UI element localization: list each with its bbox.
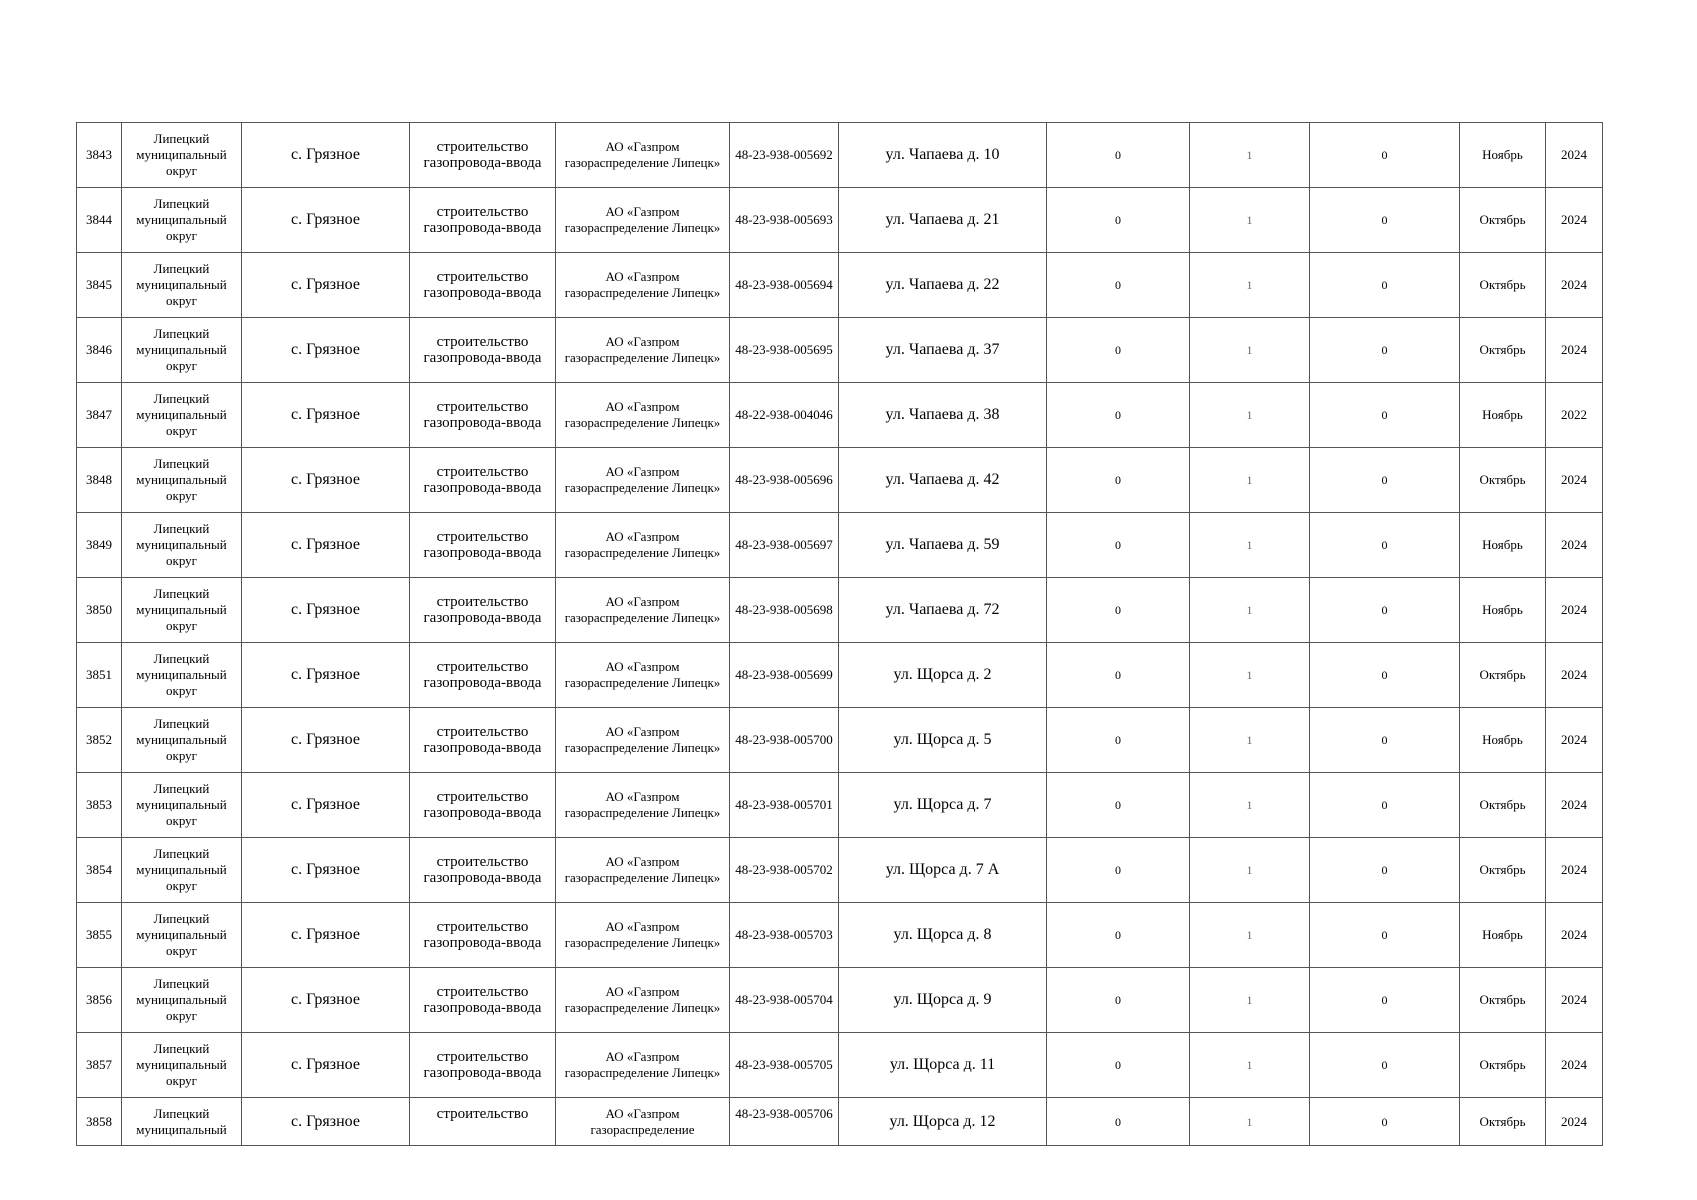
year-cell: 2024 — [1546, 773, 1603, 838]
district-cell: Липецкий муниципальный округ — [122, 708, 242, 773]
district-cell: Липецкий муниципальный округ — [122, 383, 242, 448]
value-1-cell: 0 — [1047, 448, 1190, 513]
value-2-cell: 1 — [1190, 708, 1310, 773]
month-cell: Ноябрь — [1460, 903, 1546, 968]
address-cell: ул. Щорса д. 11 — [839, 1033, 1047, 1098]
value-3-cell: 0 — [1310, 513, 1460, 578]
row-number: 3856 — [77, 968, 122, 1033]
work-type-cell: строительство газопровода-ввода — [410, 448, 556, 513]
object-code-cell: 48-22-938-004046 — [730, 383, 839, 448]
company-cell: АО «Газпром газораспределение Липецк» — [556, 643, 730, 708]
value-2-cell: 1 — [1190, 513, 1310, 578]
locality-cell: с. Грязное — [242, 773, 410, 838]
row-number: 3852 — [77, 708, 122, 773]
locality-cell: с. Грязное — [242, 513, 410, 578]
work-type-cell: строительство газопровода-ввода — [410, 773, 556, 838]
year-cell: 2024 — [1546, 253, 1603, 318]
value-1-cell: 0 — [1047, 903, 1190, 968]
object-code-cell: 48-23-938-005704 — [730, 968, 839, 1033]
table-row — [77, 1033, 1603, 1098]
district-cell: Липецкий муниципальный округ — [122, 123, 242, 188]
locality-cell: с. Грязное — [242, 448, 410, 513]
value-2-cell: 1 — [1190, 968, 1310, 1033]
value-1-cell: 0 — [1047, 513, 1190, 578]
address-cell: ул. Чапаева д. 10 — [839, 123, 1047, 188]
data-table — [76, 122, 1603, 1146]
work-type-cell: строительство газопровода-ввода — [410, 513, 556, 578]
district-cell: Липецкий муниципальный округ — [122, 838, 242, 903]
locality-cell: с. Грязное — [242, 123, 410, 188]
address-cell: ул. Чапаева д. 42 — [839, 448, 1047, 513]
work-type-cell: строительство — [410, 1098, 556, 1146]
company-cell: АО «Газпром газораспределение Липецк» — [556, 968, 730, 1033]
row-number: 3853 — [77, 773, 122, 838]
locality-cell: с. Грязное — [242, 643, 410, 708]
year-cell: 2024 — [1546, 578, 1603, 643]
object-code-cell: 48-23-938-005702 — [730, 838, 839, 903]
month-cell: Октябрь — [1460, 188, 1546, 253]
table-row — [77, 188, 1603, 253]
month-cell: Ноябрь — [1460, 578, 1546, 643]
table-row — [77, 578, 1603, 643]
month-cell: Октябрь — [1460, 1033, 1546, 1098]
company-cell: АО «Газпром газораспределение — [556, 1098, 730, 1146]
row-number: 3854 — [77, 838, 122, 903]
value-3-cell: 0 — [1310, 188, 1460, 253]
value-2-cell: 1 — [1190, 773, 1310, 838]
value-3-cell: 0 — [1310, 708, 1460, 773]
company-cell: АО «Газпром газораспределение Липецк» — [556, 448, 730, 513]
district-cell: Липецкий муниципальный округ — [122, 578, 242, 643]
row-number: 3855 — [77, 903, 122, 968]
row-number: 3848 — [77, 448, 122, 513]
year-cell: 2024 — [1546, 1033, 1603, 1098]
row-number: 3843 — [77, 123, 122, 188]
object-code-cell: 48-23-938-005699 — [730, 643, 839, 708]
company-cell: АО «Газпром газораспределение Липецк» — [556, 838, 730, 903]
value-1-cell: 0 — [1047, 318, 1190, 383]
table-row — [77, 903, 1603, 968]
object-code-cell: 48-23-938-005698 — [730, 578, 839, 643]
value-3-cell: 0 — [1310, 1098, 1460, 1146]
row-number: 3845 — [77, 253, 122, 318]
company-cell: АО «Газпром газораспределение Липецк» — [556, 383, 730, 448]
district-cell: Липецкий муниципальный округ — [122, 773, 242, 838]
year-cell: 2024 — [1546, 903, 1603, 968]
address-cell: ул. Чапаева д. 72 — [839, 578, 1047, 643]
value-3-cell: 0 — [1310, 448, 1460, 513]
value-2-cell: 1 — [1190, 903, 1310, 968]
address-cell: ул. Чапаева д. 21 — [839, 188, 1047, 253]
table-row — [77, 513, 1603, 578]
value-1-cell: 0 — [1047, 838, 1190, 903]
locality-cell: с. Грязное — [242, 253, 410, 318]
address-cell: ул. Чапаева д. 38 — [839, 383, 1047, 448]
address-cell: ул. Щорса д. 12 — [839, 1098, 1047, 1146]
object-code-cell: 48-23-938-005706 — [730, 1098, 839, 1146]
district-cell: Липецкий муниципальный округ — [122, 318, 242, 383]
value-2-cell: 1 — [1190, 383, 1310, 448]
row-number: 3849 — [77, 513, 122, 578]
value-1-cell: 0 — [1047, 578, 1190, 643]
object-code-cell: 48-23-938-005705 — [730, 1033, 839, 1098]
district-cell: Липецкий муниципальный — [122, 1098, 242, 1146]
value-2-cell: 1 — [1190, 448, 1310, 513]
year-cell: 2024 — [1546, 188, 1603, 253]
company-cell: АО «Газпром газораспределение Липецк» — [556, 188, 730, 253]
table-row — [77, 643, 1603, 708]
value-1-cell: 0 — [1047, 1033, 1190, 1098]
company-cell: АО «Газпром газораспределение Липецк» — [556, 708, 730, 773]
month-cell: Октябрь — [1460, 773, 1546, 838]
locality-cell: с. Грязное — [242, 1033, 410, 1098]
work-type-cell: строительство газопровода-ввода — [410, 188, 556, 253]
company-cell: АО «Газпром газораспределение Липецк» — [556, 253, 730, 318]
work-type-cell: строительство газопровода-ввода — [410, 968, 556, 1033]
value-3-cell: 0 — [1310, 903, 1460, 968]
address-cell: ул. Чапаева д. 37 — [839, 318, 1047, 383]
district-cell: Липецкий муниципальный округ — [122, 188, 242, 253]
address-cell: ул. Щорса д. 8 — [839, 903, 1047, 968]
table-row — [77, 1098, 1603, 1146]
table-row — [77, 838, 1603, 903]
company-cell: АО «Газпром газораспределение Липецк» — [556, 578, 730, 643]
work-type-cell: строительство газопровода-ввода — [410, 903, 556, 968]
table-row — [77, 383, 1603, 448]
locality-cell: с. Грязное — [242, 838, 410, 903]
object-code-cell: 48-23-938-005694 — [730, 253, 839, 318]
value-2-cell: 1 — [1190, 318, 1310, 383]
object-code-cell: 48-23-938-005703 — [730, 903, 839, 968]
table-row — [77, 708, 1603, 773]
table-row — [77, 448, 1603, 513]
work-type-cell: строительство газопровода-ввода — [410, 578, 556, 643]
value-1-cell: 0 — [1047, 123, 1190, 188]
value-2-cell: 1 — [1190, 578, 1310, 643]
address-cell: ул. Щорса д. 5 — [839, 708, 1047, 773]
address-cell: ул. Щорса д. 9 — [839, 968, 1047, 1033]
work-type-cell: строительство газопровода-ввода — [410, 643, 556, 708]
year-cell: 2024 — [1546, 968, 1603, 1033]
value-1-cell: 0 — [1047, 1098, 1190, 1146]
month-cell: Ноябрь — [1460, 123, 1546, 188]
work-type-cell: строительство газопровода-ввода — [410, 318, 556, 383]
year-cell: 2024 — [1546, 448, 1603, 513]
value-2-cell: 1 — [1190, 188, 1310, 253]
work-type-cell: строительство газопровода-ввода — [410, 838, 556, 903]
locality-cell: с. Грязное — [242, 1098, 410, 1146]
month-cell: Октябрь — [1460, 838, 1546, 903]
locality-cell: с. Грязное — [242, 383, 410, 448]
value-3-cell: 0 — [1310, 1033, 1460, 1098]
district-cell: Липецкий муниципальный округ — [122, 1033, 242, 1098]
year-cell: 2024 — [1546, 838, 1603, 903]
table-row — [77, 318, 1603, 383]
value-1-cell: 0 — [1047, 383, 1190, 448]
company-cell: АО «Газпром газораспределение Липецк» — [556, 773, 730, 838]
district-cell: Липецкий муниципальный округ — [122, 513, 242, 578]
year-cell: 2024 — [1546, 123, 1603, 188]
company-cell: АО «Газпром газораспределение Липецк» — [556, 1033, 730, 1098]
locality-cell: с. Грязное — [242, 578, 410, 643]
object-code-cell: 48-23-938-005692 — [730, 123, 839, 188]
row-number: 3858 — [77, 1098, 122, 1146]
year-cell: 2022 — [1546, 383, 1603, 448]
value-3-cell: 0 — [1310, 383, 1460, 448]
company-cell: АО «Газпром газораспределение Липецк» — [556, 513, 730, 578]
value-3-cell: 0 — [1310, 123, 1460, 188]
address-cell: ул. Щорса д. 7 — [839, 773, 1047, 838]
address-cell: ул. Чапаева д. 59 — [839, 513, 1047, 578]
object-code-cell: 48-23-938-005700 — [730, 708, 839, 773]
district-cell: Липецкий муниципальный округ — [122, 643, 242, 708]
month-cell: Ноябрь — [1460, 708, 1546, 773]
object-code-cell: 48-23-938-005696 — [730, 448, 839, 513]
row-number: 3846 — [77, 318, 122, 383]
value-1-cell: 0 — [1047, 968, 1190, 1033]
locality-cell: с. Грязное — [242, 318, 410, 383]
object-code-cell: 48-23-938-005697 — [730, 513, 839, 578]
district-cell: Липецкий муниципальный округ — [122, 253, 242, 318]
row-number: 3844 — [77, 188, 122, 253]
value-2-cell: 1 — [1190, 1033, 1310, 1098]
value-3-cell: 0 — [1310, 773, 1460, 838]
locality-cell: с. Грязное — [242, 188, 410, 253]
month-cell: Ноябрь — [1460, 513, 1546, 578]
value-1-cell: 0 — [1047, 253, 1190, 318]
year-cell: 2024 — [1546, 513, 1603, 578]
row-number: 3847 — [77, 383, 122, 448]
object-code-cell: 48-23-938-005701 — [730, 773, 839, 838]
locality-cell: с. Грязное — [242, 968, 410, 1033]
row-number: 3857 — [77, 1033, 122, 1098]
company-cell: АО «Газпром газораспределение Липецк» — [556, 123, 730, 188]
value-3-cell: 0 — [1310, 968, 1460, 1033]
address-cell: ул. Чапаева д. 22 — [839, 253, 1047, 318]
row-number: 3850 — [77, 578, 122, 643]
locality-cell: с. Грязное — [242, 903, 410, 968]
year-cell: 2024 — [1546, 318, 1603, 383]
value-1-cell: 0 — [1047, 708, 1190, 773]
company-cell: АО «Газпром газораспределение Липецк» — [556, 903, 730, 968]
work-type-cell: строительство газопровода-ввода — [410, 123, 556, 188]
table-row — [77, 123, 1603, 188]
value-3-cell: 0 — [1310, 253, 1460, 318]
object-code-cell: 48-23-938-005693 — [730, 188, 839, 253]
month-cell: Октябрь — [1460, 253, 1546, 318]
month-cell: Ноябрь — [1460, 383, 1546, 448]
table-row — [77, 773, 1603, 838]
value-2-cell: 1 — [1190, 253, 1310, 318]
month-cell: Октябрь — [1460, 448, 1546, 513]
month-cell: Октябрь — [1460, 643, 1546, 708]
value-1-cell: 0 — [1047, 188, 1190, 253]
value-2-cell: 1 — [1190, 838, 1310, 903]
value-1-cell: 0 — [1047, 773, 1190, 838]
address-cell: ул. Щорса д. 2 — [839, 643, 1047, 708]
row-number: 3851 — [77, 643, 122, 708]
district-cell: Липецкий муниципальный округ — [122, 903, 242, 968]
table-row — [77, 253, 1603, 318]
year-cell: 2024 — [1546, 1098, 1603, 1146]
work-type-cell: строительство газопровода-ввода — [410, 383, 556, 448]
month-cell: Октябрь — [1460, 1098, 1546, 1146]
company-cell: АО «Газпром газораспределение Липецк» — [556, 318, 730, 383]
address-cell: ул. Щорса д. 7 А — [839, 838, 1047, 903]
month-cell: Октябрь — [1460, 318, 1546, 383]
year-cell: 2024 — [1546, 643, 1603, 708]
year-cell: 2024 — [1546, 708, 1603, 773]
value-2-cell: 1 — [1190, 643, 1310, 708]
value-3-cell: 0 — [1310, 838, 1460, 903]
value-1-cell: 0 — [1047, 643, 1190, 708]
value-3-cell: 0 — [1310, 318, 1460, 383]
work-type-cell: строительство газопровода-ввода — [410, 708, 556, 773]
locality-cell: с. Грязное — [242, 708, 410, 773]
table-row — [77, 968, 1603, 1033]
value-2-cell: 1 — [1190, 1098, 1310, 1146]
value-3-cell: 0 — [1310, 578, 1460, 643]
work-type-cell: строительство газопровода-ввода — [410, 1033, 556, 1098]
value-3-cell: 0 — [1310, 643, 1460, 708]
district-cell: Липецкий муниципальный округ — [122, 448, 242, 513]
object-code-cell: 48-23-938-005695 — [730, 318, 839, 383]
value-2-cell: 1 — [1190, 123, 1310, 188]
month-cell: Октябрь — [1460, 968, 1546, 1033]
table-body — [77, 123, 1603, 1146]
district-cell: Липецкий муниципальный округ — [122, 968, 242, 1033]
work-type-cell: строительство газопровода-ввода — [410, 253, 556, 318]
